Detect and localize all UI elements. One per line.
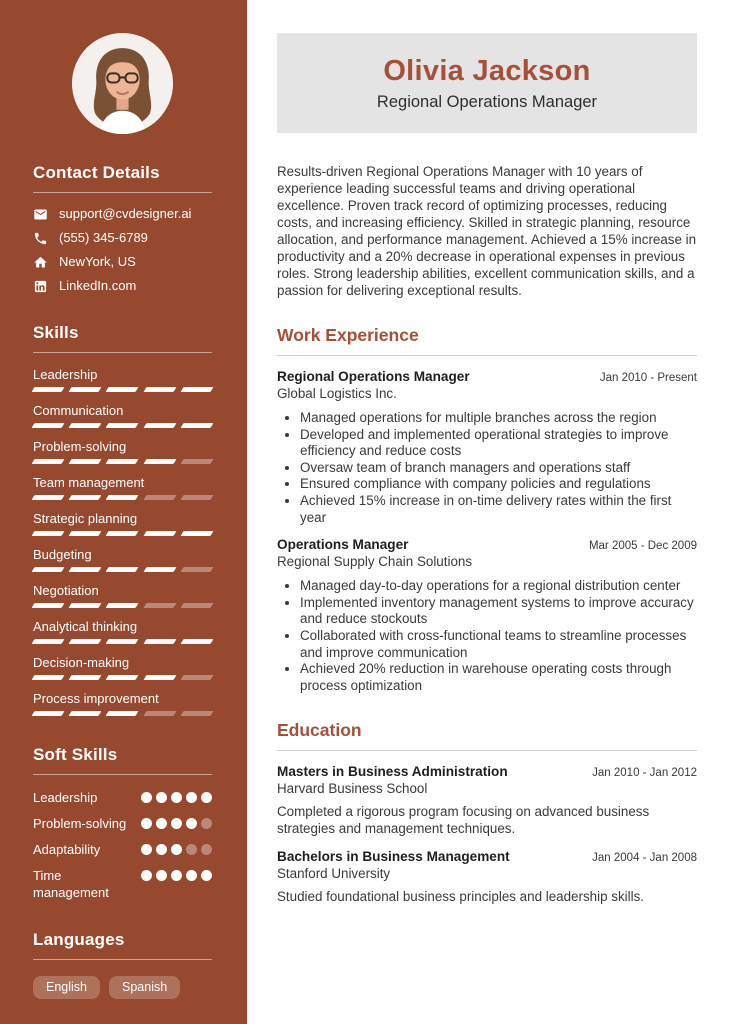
soft-skill-dots xyxy=(141,867,212,901)
contact-item-linkedin xyxy=(33,278,212,294)
job-dates: Mar 2005 - Dec 2009 xyxy=(588,540,697,553)
languages-section xyxy=(33,930,212,999)
job-header xyxy=(277,537,697,552)
skill-label: Leadership xyxy=(33,367,98,382)
soft-skills-list xyxy=(33,789,212,901)
education-description: Completed a rigorous program focusing on advanced business strategies and management techniques. xyxy=(277,804,650,837)
job-bullet: • Ensured compliance with company policies and regulations xyxy=(300,476,697,493)
home-icon xyxy=(33,255,48,270)
contact-email-text: support@cvdesigner.ai xyxy=(59,206,192,221)
contact-phone-text: (555) 345-6789 xyxy=(59,230,148,245)
contact-list xyxy=(33,206,212,294)
skill-item xyxy=(33,583,212,608)
job-entry xyxy=(277,537,697,694)
education-description: Studied foundational business principles and leadership skills. xyxy=(277,889,644,905)
job-company: Regional Supply Chain Solutions xyxy=(277,554,473,570)
job-entry xyxy=(277,369,697,526)
skill-level-bar xyxy=(33,495,212,500)
skill-label: Decision-making xyxy=(33,655,130,670)
work-experience-section xyxy=(277,325,697,694)
soft-skill-item xyxy=(33,815,212,832)
contact-linkedin-text: LinkedIn.com xyxy=(59,278,137,293)
skill-item xyxy=(33,619,212,644)
soft-skill-item xyxy=(33,867,212,901)
job-bullet: • Collaborated with cross-functional teams to streamline processes and improve communication xyxy=(300,628,697,661)
skill-level-bar xyxy=(33,639,212,644)
person-name: Olivia Jackson xyxy=(383,54,591,87)
skill-item xyxy=(33,547,212,572)
skill-level-bar xyxy=(33,459,212,464)
education-dates: Jan 2004 - Jan 2008 xyxy=(592,852,697,865)
main-content xyxy=(247,0,730,1024)
skill-level-bar xyxy=(33,603,212,608)
job-bullets xyxy=(277,578,697,694)
job-bullet: • Developed and implemented operational strategies to improve efficiency and reduce costs xyxy=(300,427,697,460)
languages-heading: Languages xyxy=(33,930,212,960)
skill-label: Analytical thinking xyxy=(33,619,138,634)
job-bullet: • Oversaw team of branch managers and operations staff xyxy=(300,460,697,477)
language-badge: English xyxy=(33,976,100,999)
skill-level-bar xyxy=(33,423,212,428)
skill-label: Team management xyxy=(33,475,145,490)
skill-item xyxy=(33,439,212,464)
sidebar xyxy=(0,0,247,1024)
job-bullet: • Achieved 20% reduction in warehouse operating costs through process optimization xyxy=(300,661,697,694)
skill-item xyxy=(33,691,212,716)
school-name: Stanford University xyxy=(277,866,391,882)
soft-skill-label: Problem-solving xyxy=(33,816,127,831)
soft-skill-label: Adaptability xyxy=(33,842,101,857)
job-bullet: • Managed operations for multiple branches across the region xyxy=(300,410,697,427)
soft-skill-item xyxy=(33,789,212,806)
skill-item xyxy=(33,511,212,536)
skills-heading: Skills xyxy=(33,323,212,353)
languages-list xyxy=(33,976,212,999)
skill-label: Budgeting xyxy=(33,547,92,562)
skills-section xyxy=(33,323,212,716)
degree-title: Bachelors in Business Management xyxy=(277,849,510,865)
skill-item xyxy=(33,403,212,428)
contact-item-email xyxy=(33,206,212,222)
soft-skill-dots xyxy=(141,815,212,832)
contact-heading: Contact Details xyxy=(33,163,212,193)
education-entry xyxy=(277,849,697,905)
avatar-illustration xyxy=(72,33,173,134)
soft-skill-dots xyxy=(141,789,212,806)
contact-section xyxy=(33,163,212,294)
skill-level-bar xyxy=(33,531,212,536)
job-bullets xyxy=(277,410,697,526)
education-heading: Education xyxy=(277,720,697,751)
contact-location-text: NewYork, US xyxy=(59,254,136,269)
job-title: Regional Operations Manager xyxy=(277,369,470,384)
work-experience-heading: Work Experience xyxy=(277,325,697,356)
skill-label: Communication xyxy=(33,403,124,418)
job-bullet: • Achieved 15% increase in on-time delivery rates within the first year xyxy=(300,493,697,526)
skill-item xyxy=(33,367,212,392)
skill-level-bar xyxy=(33,387,212,392)
avatar xyxy=(72,33,173,134)
soft-skills-heading: Soft Skills xyxy=(33,745,212,775)
soft-skill-label: Time management xyxy=(33,868,109,900)
education-entry xyxy=(277,764,697,837)
degree-title: Masters in Business Administration xyxy=(277,764,508,780)
skill-label: Process improvement xyxy=(33,691,159,706)
skill-level-bar xyxy=(33,711,212,716)
skill-item xyxy=(33,475,212,500)
soft-skills-section xyxy=(33,745,212,901)
skill-label: Strategic planning xyxy=(33,511,138,526)
contact-item-phone xyxy=(33,230,212,246)
soft-skill-label: Leadership xyxy=(33,790,98,805)
skill-item xyxy=(33,655,212,680)
job-company: Global Logistics Inc. xyxy=(277,386,397,401)
job-bullet: • Implemented inventory management systems to improve accuracy and reduce stockouts xyxy=(300,595,697,628)
education-header xyxy=(277,849,697,864)
job-bullet: • Managed day-to-day operations for a regional distribution center xyxy=(300,578,697,595)
email-icon xyxy=(33,207,48,222)
skills-list xyxy=(33,367,212,716)
skill-label: Negotiation xyxy=(33,583,99,598)
skill-label: Problem-solving xyxy=(33,439,127,454)
school-name: Harvard Business School xyxy=(277,781,428,797)
skill-level-bar xyxy=(33,567,212,572)
education-section xyxy=(277,720,697,905)
phone-icon xyxy=(33,231,48,246)
education-header xyxy=(277,764,697,779)
education-dates: Jan 2010 - Jan 2012 xyxy=(592,767,697,780)
linkedin-icon xyxy=(33,279,48,294)
summary-text: Results-driven Regional Operations Manager with 10 years of experience leading successful teams and driving operational excellence. Proven track record of optimizing processes, reducing costs, and increasing efficiency. Skilled in strategic planning, resource allocation, and performance management. Achieved a 15% increase in productivity and a 20% decrease in operational expenses in previous roles. Strong leadership abilities, excellent communication skills, and a passion for delivering exceptional results. xyxy=(277,164,697,298)
job-header xyxy=(277,369,697,384)
header-banner xyxy=(277,33,697,133)
contact-item-location xyxy=(33,254,212,270)
soft-skill-item xyxy=(33,841,212,858)
skill-level-bar xyxy=(33,675,212,680)
job-title: Operations Manager xyxy=(277,537,409,553)
job-dates: Jan 2010 - Present xyxy=(599,372,697,384)
soft-skill-dots xyxy=(141,841,212,858)
language-badge: Spanish xyxy=(109,976,180,999)
person-title: Regional Operations Manager xyxy=(376,92,598,111)
